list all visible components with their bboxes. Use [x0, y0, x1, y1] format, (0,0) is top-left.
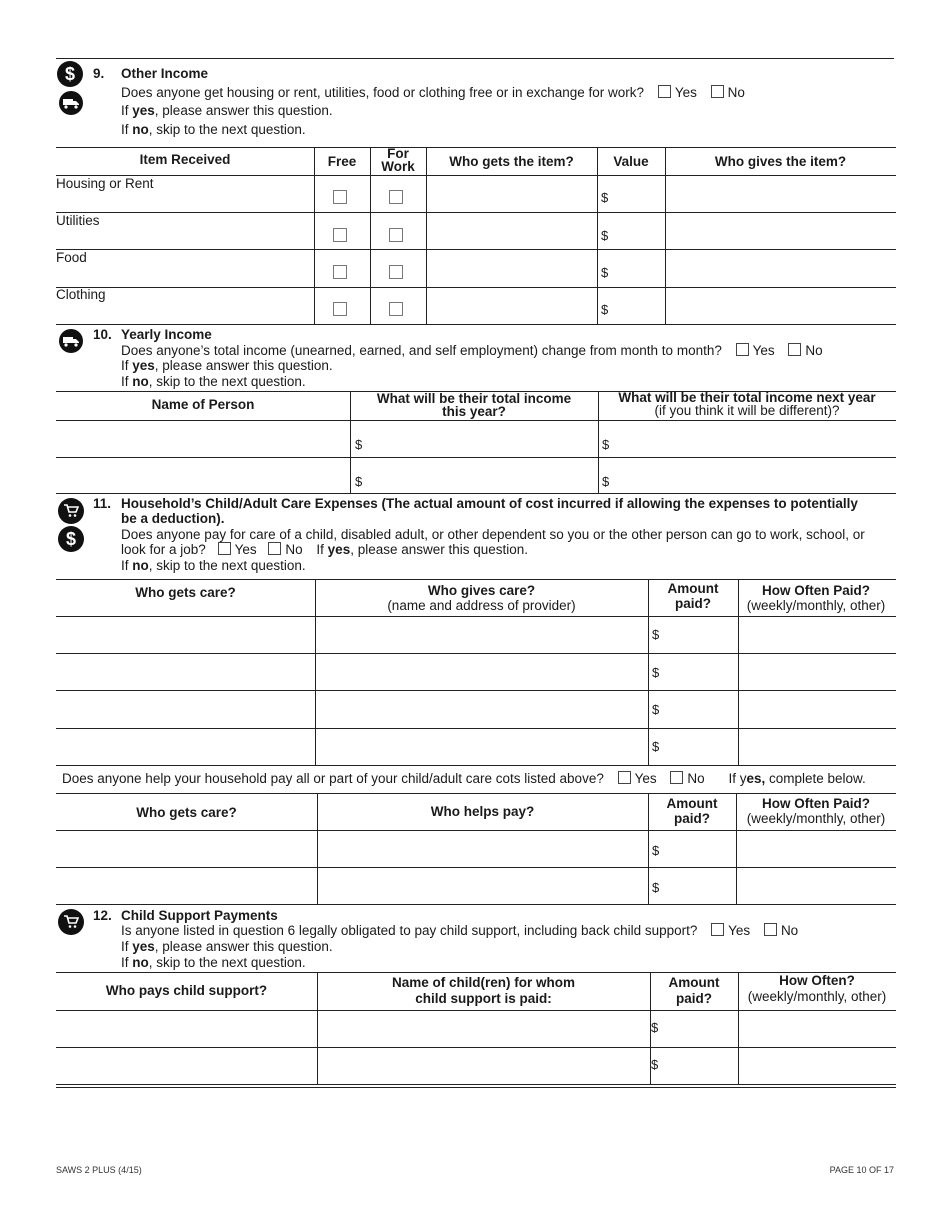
q9-header-item: Item Received: [139, 152, 231, 167]
q11-row3-amount-currency: $: [652, 702, 660, 717]
page-number: PAGE 10 OF 17: [829, 1165, 894, 1175]
q9-row-label: Food: [56, 250, 87, 265]
q11-header-who-gets: Who gets care?: [135, 585, 236, 600]
q9-if-yes: If yes, please answer this question.: [121, 103, 333, 118]
q12-row1-amount-currency: $: [651, 1020, 659, 1035]
q9-row2-who-gets-field[interactable]: [428, 214, 596, 248]
q11-2-header-who-gets: Who gets care?: [136, 805, 237, 820]
q12-header-how-often: How Often? (weekly/monthly, other): [747, 973, 887, 1004]
q9-row4-value-currency: $: [601, 302, 609, 317]
q11-help-yes-label: Yes: [634, 771, 657, 786]
q12-yes-label: Yes: [728, 923, 751, 938]
q9-row4-free-checkbox[interactable]: [333, 302, 347, 316]
q9-row3-value-currency: $: [601, 265, 609, 280]
q12-no-label: No: [780, 923, 799, 938]
q10-yes-checkbox[interactable]: [736, 343, 749, 356]
q9-row-label: Housing or Rent: [56, 176, 154, 191]
q12-header-who-pays: Who pays child support?: [105, 983, 268, 998]
q9-row1-work-checkbox[interactable]: [389, 190, 403, 204]
q11-2-row1-amount-currency: $: [652, 843, 660, 858]
q11-header-who-gives: Who gives care? (name and address of provider): [387, 583, 576, 613]
q10-header-this-year: What will be their total income this year?: [376, 391, 572, 419]
q12-header-amount: Amount paid?: [668, 975, 720, 1006]
q10-row1-this-year-currency: $: [355, 437, 363, 452]
q11-no-label: No: [285, 542, 303, 557]
q9-row2-who-gives-field[interactable]: [667, 214, 895, 248]
truck-icon: [59, 329, 83, 353]
q10-row1-next-year-currency: $: [602, 437, 610, 452]
q9-row3-who-gets-field[interactable]: [428, 251, 596, 285]
q12-question-line: [121, 923, 798, 938]
q9-row1-free-checkbox[interactable]: [333, 190, 347, 204]
q9-no-label: No: [727, 85, 745, 100]
q12-yes-checkbox[interactable]: [711, 923, 724, 936]
q9-header-free: Free: [327, 154, 357, 169]
q11-yes-checkbox[interactable]: [218, 542, 231, 555]
q12-no-checkbox[interactable]: [764, 923, 777, 936]
q9-header-for-work: For Work: [381, 146, 415, 174]
q10-question-line: [121, 343, 823, 358]
q9-title: Other Income: [121, 66, 209, 81]
q11-no-checkbox[interactable]: [268, 542, 281, 555]
q12-title: Child Support Payments: [121, 908, 278, 923]
q11-row2-amount-currency: $: [652, 665, 660, 680]
dollar-icon: $: [58, 526, 84, 552]
q11-title-2: be a deduction).: [121, 511, 225, 526]
q12-number: 12.: [93, 908, 112, 923]
q9-row-label: Clothing: [56, 287, 106, 302]
q9-row1-value-currency: $: [601, 190, 609, 205]
q12-if-yes: If yes, please answer this question.: [121, 939, 333, 954]
q11-help-yes-checkbox[interactable]: [618, 771, 631, 784]
q12-if-no: If no, skip to the next question.: [121, 955, 306, 970]
q10-row2-name-field[interactable]: [57, 459, 349, 492]
q11-number: 11.: [93, 496, 112, 511]
q11-title-1: Household’s Child/Adult Care Expenses (The actual amount of cost incurred if allowing the expenses to potentially: [121, 496, 858, 511]
q12-header-children: Name of child(ren) for whom child support is paid:: [391, 975, 575, 1006]
q11-row1-amount-currency: $: [652, 627, 660, 642]
q11-help-no-label: No: [687, 771, 705, 786]
q9-row2-value-currency: $: [601, 228, 609, 243]
q9-yes-checkbox[interactable]: [658, 85, 671, 98]
q10-row2-next-year-currency: $: [602, 474, 610, 489]
q11-help-line: Does anyone help your household pay all or part of your child/adult care cots listed above? Yes No If yes, complete below.: [62, 771, 866, 786]
q11-2-header-amount: Amount paid?: [666, 796, 718, 826]
cart-icon: [58, 498, 84, 524]
q9-row4-work-checkbox[interactable]: [389, 302, 403, 316]
q11-header-amount: Amount paid?: [667, 581, 719, 611]
q9-question: Does anyone get housing or rent, utilities, food or clothing free or in exchange for work?: [121, 85, 645, 100]
q11-header-how-often: How Often Paid? (weekly/monthly, other): [746, 583, 886, 613]
q9-question-line: [121, 85, 745, 100]
q12-row2-amount-currency: $: [651, 1057, 659, 1072]
q9-row3-work-checkbox[interactable]: [389, 265, 403, 279]
truck-icon: [59, 91, 83, 115]
cart-icon: [58, 909, 84, 935]
q9-row2-work-checkbox[interactable]: [389, 228, 403, 242]
q11-question-2: look for a job?: [121, 542, 206, 557]
q11-2-row2-amount-currency: $: [652, 880, 660, 895]
q10-no-checkbox[interactable]: [788, 343, 801, 356]
q9-row-label: Utilities: [56, 213, 100, 228]
q9-header-who-gives: Who gives the item?: [714, 154, 847, 169]
q11-2-header-who-helps: Who helps pay?: [430, 804, 535, 819]
q9-number: 9.: [93, 66, 105, 81]
top-rule: [56, 58, 894, 59]
q9-row1-who-gets-field[interactable]: [428, 177, 596, 211]
q10-question: Does anyone’s total income (unearned, earned, and self employment) change from month to month?: [121, 343, 722, 358]
q11-question-1: Does anyone pay for care of a child, disabled adult, or other dependent so you or the other person can go to work, school, or: [121, 527, 865, 542]
q10-header-name: Name of Person: [151, 397, 255, 412]
q9-yes-label: Yes: [674, 85, 697, 100]
q9-row3-free-checkbox[interactable]: [333, 265, 347, 279]
q11-yes-label: Yes: [234, 542, 257, 557]
q11-help-no-checkbox[interactable]: [670, 771, 683, 784]
q10-header-next-year: What will be their total income next year (if you think it will be different)?: [618, 390, 876, 418]
q12-question: Is anyone listed in question 6 legally obligated to pay child support, including back child support?: [121, 923, 698, 938]
form-id: SAWS 2 PLUS (4/15): [56, 1165, 142, 1175]
q10-title: Yearly Income: [121, 327, 212, 342]
q11-2-header-how-often: How Often Paid? (weekly/monthly, other): [746, 796, 886, 826]
q9-row3-who-gives-field[interactable]: [667, 251, 895, 285]
q9-row4-who-gets-field[interactable]: [428, 289, 596, 323]
q9-header-who-gets: Who gets the item?: [449, 154, 574, 169]
q11-help-question: Does anyone help your household pay all or part of your child/adult care cots listed above?: [62, 771, 604, 786]
q10-row2-this-year-currency: $: [355, 474, 363, 489]
q9-row2-free-checkbox[interactable]: [333, 228, 347, 242]
q9-row1-who-gives-field[interactable]: [667, 177, 895, 211]
q11-row4-amount-currency: $: [652, 739, 660, 754]
q9-if-no: If no, skip to the next question.: [121, 122, 306, 137]
q10-number: 10.: [93, 327, 112, 342]
q10-if-yes: If yes, please answer this question.: [121, 358, 333, 373]
q9-no-checkbox[interactable]: [711, 85, 724, 98]
dollar-icon: $: [57, 61, 83, 87]
q10-row1-name-field[interactable]: [57, 422, 349, 456]
q10-yes-label: Yes: [752, 343, 775, 358]
q11-question-line-2: look for a job? Yes No If yes, please answer this question.: [121, 542, 529, 557]
q11-if-no: If no, skip to the next question.: [121, 558, 306, 573]
q10-if-no: If no, skip to the next question.: [121, 374, 306, 389]
q10-no-label: No: [805, 343, 823, 358]
q9-row4-who-gives-field[interactable]: [667, 289, 895, 323]
q9-header-value: Value: [613, 154, 649, 169]
